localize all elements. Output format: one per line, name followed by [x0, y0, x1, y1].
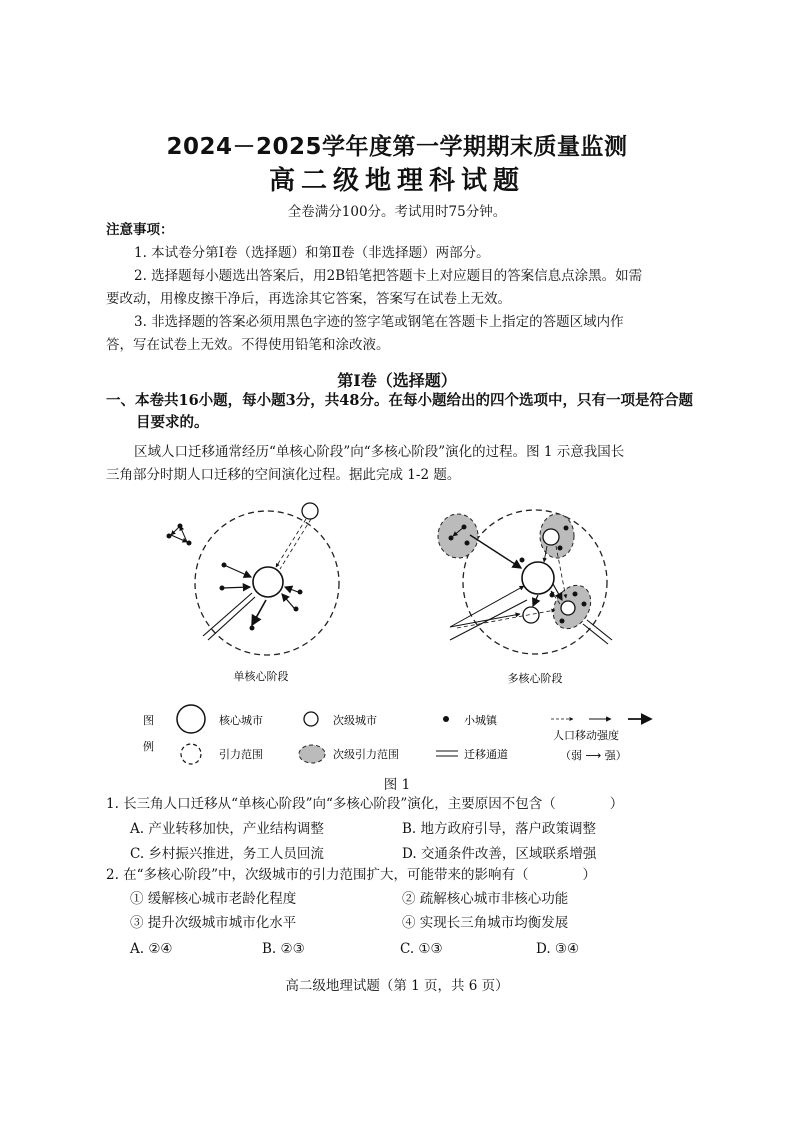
question-2-item-2: ② 疏解核心城市非核心功能	[402, 891, 569, 907]
question-2-option-a[interactable]: A. ②④	[130, 941, 173, 957]
question-1-option-a[interactable]: A. 产业转移加快，产业结构调整	[130, 821, 324, 837]
notice-item-3-line1: 3. 非选择题的答案必须用黑色字迹的签字笔或钢笔在答题卡上指定的答题区域内作	[134, 314, 624, 330]
notice-item-3-line2: 答，写在试卷上无效。不得使用铅笔和涂改液。	[106, 337, 390, 353]
legend-secondary-gravity-symbol	[299, 745, 325, 763]
single-core-diagram	[167, 503, 340, 683]
figure-number: 图 1	[383, 777, 411, 793]
notice-item-2-line1: 2. 选择题每小题选出答案后，用2B铅笔把答题卡上对应题目的答案信息点涂黑。如需	[134, 268, 643, 284]
question-2-item-3: ③ 提升次级城市城市化水平	[130, 915, 297, 931]
legend-core-city: 核心城市	[219, 714, 263, 727]
question-1-option-c[interactable]: C. 乡村振兴推进，务工人员回流	[130, 846, 324, 862]
figure-1	[0, 490, 794, 790]
passage-line2: 三角部分时期人口迁移的空间演化过程。据此完成 1-2 题。	[106, 467, 461, 483]
legend-title-top: 图	[143, 714, 154, 727]
legend-intensity: 人口移动强度	[553, 729, 619, 742]
exam-subtitle: 全卷满分100分。考试用时75分钟。	[287, 204, 507, 220]
legend-intensity-scale: （弱 ⟶ 强）	[560, 749, 627, 762]
notice-heading: 注意事项：	[106, 222, 174, 238]
section-instructions-line1: 一、本卷共16小题，每小题3分，共48分。在每小题给出的四个选项中，只有一项是符合题	[106, 392, 693, 409]
question-2-stem: 2. 在“多核心阶段”中，次级城市的引力范围扩大，可能带来的影响有（ ）	[106, 867, 596, 883]
page-footer: 高二级地理试题（第 1 页，共 6 页）	[285, 978, 509, 994]
legend-small-town: 小城镇	[464, 714, 497, 727]
small-town-triangle	[167, 524, 192, 546]
question-2-option-d[interactable]: D. ③④	[536, 941, 580, 957]
legend-title-bottom: 例	[143, 740, 154, 753]
secondary-city-top	[543, 529, 559, 545]
legend-core-city-symbol	[177, 705, 205, 733]
legend-gravity-range: 引力范围	[219, 748, 263, 761]
question-1-option-b[interactable]: B. 地方政府引导，落户政策调整	[402, 821, 597, 837]
legend-secondary-city-symbol	[304, 712, 318, 726]
section-instructions-line2: 目要求的。	[136, 414, 209, 431]
multi-core-diagram	[438, 510, 612, 685]
section-instructions	[106, 390, 696, 434]
secondary-city	[302, 503, 318, 519]
legend-migration-channel: 迁移通道	[464, 748, 508, 761]
question-2-option-b[interactable]: B. ②③	[262, 941, 305, 957]
legend-secondary-gravity: 次级引力范围	[333, 748, 399, 761]
figure-legend	[143, 705, 651, 764]
exam-title-line1: 2024－2025学年度第一学期期末质量监测	[166, 134, 628, 160]
question-2-option-c[interactable]: C. ①③	[400, 941, 443, 957]
core-city-2	[522, 562, 554, 594]
exam-title-line2: 高二级地理科试题	[268, 166, 525, 196]
notice-item-1: 1. 本试卷分第Ⅰ卷（选择题）和第Ⅱ卷（非选择题）两部分。	[134, 245, 490, 261]
question-1-stem: 1. 长三角人口迁移从“单核心阶段”向“多核心阶段”演化，主要原因不包含（ ）	[106, 796, 624, 812]
question-1-option-d[interactable]: D. 交通条件改善，区域联系增强	[402, 846, 597, 862]
notice-item-2-line2: 要改动，用橡皮擦干净后，再选涂其它答案，答案写在试卷上无效。	[106, 291, 511, 307]
question-2-item-1: ① 缓解核心城市老龄化程度	[130, 891, 297, 907]
legend-secondary-city: 次级城市	[333, 714, 377, 727]
secondary-city-bottom	[523, 607, 539, 623]
figure-1-diagram	[0, 490, 794, 790]
legend-small-town-symbol	[443, 716, 449, 722]
secondary-city-right	[561, 601, 575, 615]
multi-core-caption: 多核心阶段	[507, 672, 563, 685]
passage-line1: 区域人口迁移通常经历“单核心阶段”向“多核心阶段”演化的过程。图 1 示意我国长	[134, 444, 625, 460]
section-title: 第Ⅰ卷（选择题）	[337, 371, 457, 390]
core-city	[253, 567, 283, 597]
legend-gravity-symbol	[181, 744, 201, 764]
single-core-caption: 单核心阶段	[233, 670, 289, 683]
question-2-item-4: ④ 实现长三角城市均衡发展	[402, 915, 569, 931]
